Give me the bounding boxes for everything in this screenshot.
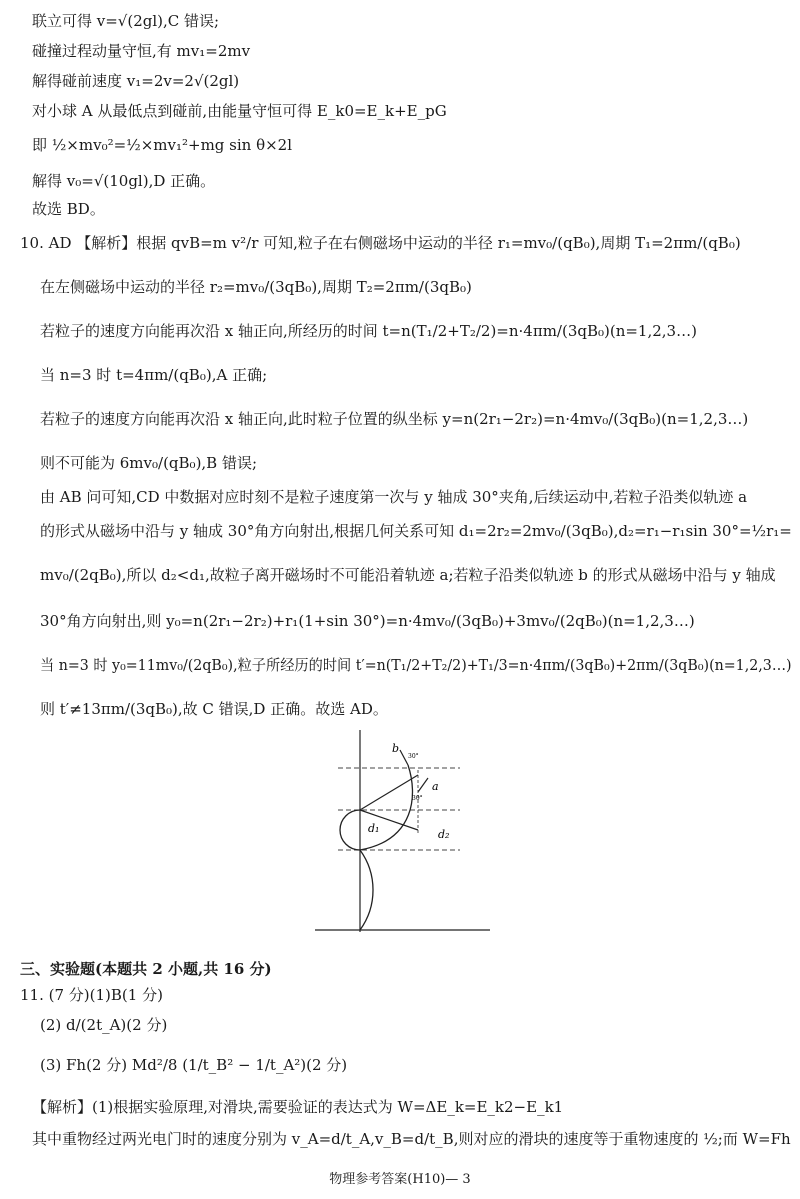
line-5: 即 ½×mv₀²=½×mv₁²+mg sin θ×2l [32,136,293,154]
line-22: (2) d/(2t_A)(2 分) [40,1016,168,1034]
line-8: 10. AD 【解析】根据 qvB=m v²/r 可知,粒子在右侧磁场中运动的半径 r₁=mv₀/(qB₀),周期 T₁=2πm/(qB₀) [20,234,741,252]
line-21: 11. (7 分)(1)B(1 分) [20,986,163,1004]
label-d2: d₂ [438,828,450,841]
section-heading: 三、实验题(本题共 2 小题,共 16 分) [20,960,272,978]
line-25: 其中重物经过两光电门时的速度分别为 v_A=d/t_A,v_B=d/t_B,则对应的滑块的速度等于重物速度的 ½;而 W=Fh [32,1130,791,1148]
line-10: 若粒子的速度方向能再次沿 x 轴正向,所经历的时间 t=n(T₁/2+T₂/2)=n·4πm/(3qB₀)(n=1,2,3…) [40,322,697,340]
line-13: 则不可能为 6mv₀/(qB₀),B 错误; [40,454,258,472]
page-footer: 物理参考答案(H10)— 3 [329,1172,471,1187]
line-24: 【解析】(1)根据实验原理,对滑块,需要验证的表达式为 W=ΔE_k=E_k2−E_k1 [32,1098,564,1116]
line-15: 的形式从磁场中沿与 y 轴成 30°角方向射出,根据几何关系可知 d₁=2r₂=2mv₀/(3qB₀),d₂=r₁−r₁sin 30°=½r₁= [40,522,792,540]
line-23: (3) Fh(2 分) Md²/8 (1/t_B² − 1/t_A²)(2 分) [40,1056,348,1074]
line-18: 当 n=3 时 y₀=11mv₀/(2qB₀),粒子所经历的时间 t′=n(T₁/2+T₂/2)+T₁/3=n·4πm/(3qB₀)+2πm/(3qB₀)(n=1,2,3…) [40,656,792,674]
label-angle-b: 30° [408,753,419,760]
line-6: 解得 v₀=√(10gl),D 正确。 [32,172,216,190]
label-d1: d₁ [368,822,380,835]
line-9: 在左侧磁场中运动的半径 r₂=mv₀/(3qB₀),周期 T₂=2πm/(3qB₀) [40,278,472,296]
magnetic-field-diagram [300,730,540,940]
line-7: 故选 BD。 [32,200,105,218]
line-2: 碰撞过程动量守恒,有 mv₁=2mv [32,42,251,60]
line-11: 当 n=3 时 t=4πm/(qB₀),A 正确; [40,366,268,384]
label-a: a [432,780,439,793]
line-3: 解得碰前速度 v₁=2v=2√(2gl) [32,72,240,90]
line-19: 则 t′≠13πm/(3qB₀),故 C 错误,D 正确。故选 AD。 [40,700,388,718]
line-16: mv₀/(2qB₀),所以 d₂<d₁,故粒子离开磁场时不可能沿着轨迹 a;若粒子沿类似轨迹 b 的形式从磁场中沿与 y 轴成 [40,566,776,584]
line-12: 若粒子的速度方向能再次沿 x 轴正向,此时粒子位置的纵坐标 y=n(2r₁−2r₂)=n·4mv₀/(3qB₀)(n=1,2,3…) [40,410,749,428]
line-1: 联立可得 v=√(2gl),C 错误; [32,12,220,30]
line-14: 由 AB 问可知,CD 中数据对应时刻不是粒子速度第一次与 y 轴成 30°夹角,后续运动中,若粒子沿类似轨迹 a [40,488,748,506]
label-b: b [392,742,400,755]
label-angle-a: 30° [412,795,423,802]
line-4: 对小球 A 从最低点到碰前,由能量守恒可得 E_k0=E_k+E_pG [32,102,447,120]
line-17: 30°角方向射出,则 y₀=n(2r₁−2r₂)+r₁(1+sin 30°)=n·4mv₀/(3qB₀)+3mv₀/(2qB₀)(n=1,2,3…) [40,612,695,630]
